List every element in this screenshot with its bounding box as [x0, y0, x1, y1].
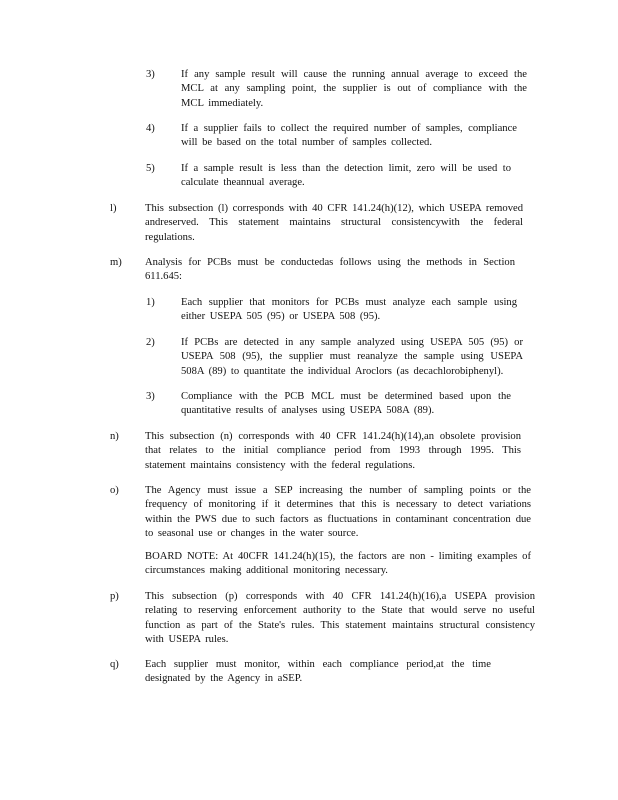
m-item-2-label: 2)	[146, 337, 155, 348]
subsection-p-text: This subsection (p) corresponds with 40 CFR 141.24(h)(16),a USEPA provision relating to reserving enforcement authority to the State that would serve no useful function as part of the State's rules. This statement maintains structural consistency with USEPA rules.	[145, 591, 535, 645]
m-item-3-label: 3)	[146, 391, 155, 402]
item-4-label: 4)	[146, 123, 155, 134]
subsection-n-label: n)	[110, 431, 119, 442]
m-item-1-label: 1)	[146, 297, 155, 308]
subsection-l-text: This subsection (l) corresponds with 40 CFR 141.24(h)(12), which USEPA removed andreserved. This statement maintains structural consistencywith the federal regulations.	[145, 203, 523, 243]
m-item-2-text: If PCBs are detected in any sample analyzed using USEPA 505 (95) or USEPA 508 (95), the supplier must reanalyze the sample using USEPA 508A (89) to quantitate the individual Aroclors (as decachlorobiphenyl).	[181, 337, 523, 377]
m-item-3-text: Compliance with the PCB MCL must be determined based upon the quantitative results of analyses using USEPA 508A (89).	[181, 391, 511, 417]
m-item-1-text: Each supplier that monitors for PCBs must analyze each sample using either USEPA 505 (95) or USEPA 508 (95).	[181, 297, 517, 323]
subsection-p-label: p)	[110, 591, 119, 602]
subsection-m-label: m)	[110, 257, 122, 268]
subsection-q-label: q)	[110, 659, 119, 670]
item-3-label: 3)	[146, 69, 155, 80]
item-5-text: If a sample result is less than the detection limit, zero will be used to calculate theannual average.	[181, 163, 511, 189]
subsection-m-text: Analysis for PCBs must be conductedas follows using the methods in Section 611.645:	[145, 257, 515, 283]
board-note: BOARD NOTE: At 40CFR 141.24(h)(15), the factors are non - limiting examples of circumstances making additional monitoring necessary.	[145, 551, 531, 577]
subsection-l-label: l)	[110, 203, 117, 214]
subsection-q-text: Each supplier must monitor, within each compliance period,at the time designated by the Agency in aSEP.	[145, 659, 491, 685]
subsection-o-text: The Agency must issue a SEP increasing the number of sampling points or the frequency of monitoring if it determines that this is necessary to detect variations within the PWS due to such factors as fluctuations in contaminant concentration due to seasonal use or changes in the water source.	[145, 485, 531, 539]
subsection-o-label: o)	[110, 485, 119, 496]
item-3-text: If any sample result will cause the running annual average to exceed the MCL at any sampling point, the supplier is out of compliance with the MCL immediately.	[181, 69, 527, 109]
item-5-label: 5)	[146, 163, 155, 174]
item-4-text: If a supplier fails to collect the required number of samples, compliance will be based on the total number of samples collected.	[181, 123, 517, 149]
subsection-n-text: This subsection (n) corresponds with 40 CFR 141.24(h)(14),an obsolete provision that relates to the initial compliance period from 1993 through 1995. This statement maintains consistency with the federal regulations.	[145, 431, 521, 471]
